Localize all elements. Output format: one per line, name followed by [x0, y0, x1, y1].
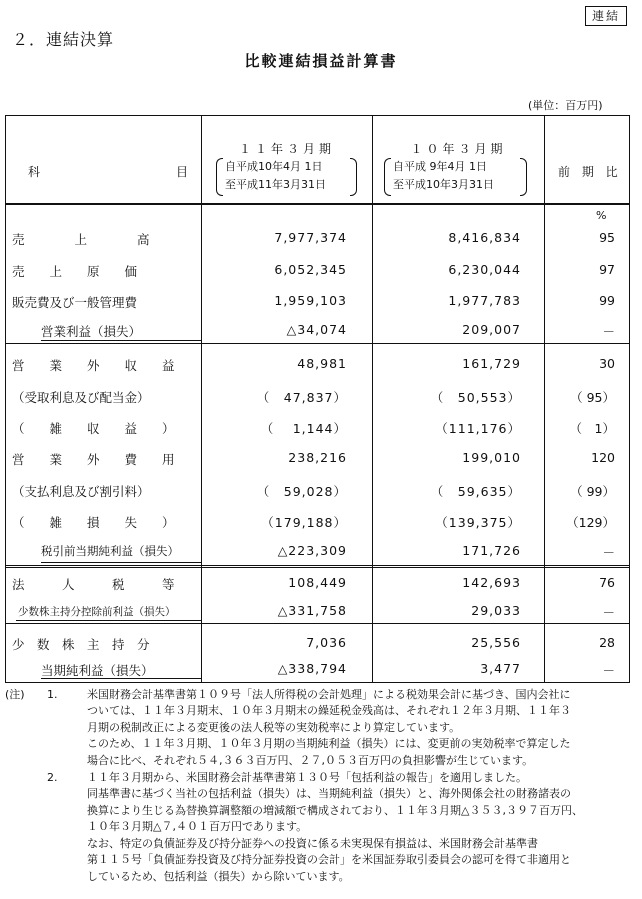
current-value: 7,977,374	[274, 230, 347, 245]
table-row	[6, 258, 631, 284]
consolidated-tag: 連結	[585, 6, 627, 26]
previous-value: 161,729	[462, 356, 521, 371]
ratio-value: （ 95）	[570, 390, 615, 405]
bracket-right	[350, 158, 357, 196]
row-label: 売 上 高	[12, 232, 150, 247]
bracket-left	[216, 158, 223, 196]
income-statement-table	[5, 115, 630, 683]
current-value: 48,981	[297, 356, 347, 371]
note-line: 換算により生じる為替換算調整額の増減額で構成されており、１１年３月期△３５３,３９７百万円、	[87, 804, 583, 817]
note-line: このため、１１年３月期、１０年３月期の当期純利益（損失）には、変更前の実効税率で算定した	[87, 737, 571, 750]
current-value: （ 59,028）	[256, 484, 347, 499]
ratio-value: （129）	[566, 515, 615, 530]
note-line: 月期の税制改正による変更後の法人税等の実効税率により算定しています。	[87, 721, 461, 734]
row-label: （ 雑 収 益 ）	[12, 421, 175, 436]
ratio-value: －	[602, 663, 615, 678]
table-row	[6, 415, 631, 441]
row-label: 当期純利益（損失）	[41, 663, 154, 678]
note-line: 場合に比べ、それぞれ５４,３６３百万円、２７,０５３百万円の負担影響が生じています。	[87, 754, 534, 767]
table-row	[6, 571, 631, 597]
table-row	[6, 446, 631, 472]
note-line: １１年３月期から、米国財務会計基準書第１３０号「包括利益の報告」を適用しました。	[87, 771, 527, 784]
current-value: △34,074	[286, 322, 347, 337]
previous-value: 3,477	[480, 661, 521, 676]
ratio-value: 95	[599, 230, 615, 245]
current-value: 1,959,103	[274, 293, 347, 308]
row-label: （ 雑 損 失 ）	[12, 515, 175, 530]
row-label: （支払利息及び割引料）	[12, 484, 150, 499]
table-row	[6, 352, 631, 378]
table-row	[6, 226, 631, 252]
ratio-value: 97	[599, 262, 615, 277]
ratio-value: 28	[599, 635, 615, 650]
ratio-value: －	[602, 324, 615, 339]
header-rule	[6, 203, 629, 205]
previous-value: 209,007	[462, 322, 521, 337]
period2-from: 自平成 9年4月 1日	[393, 160, 487, 173]
current-value: 238,216	[288, 450, 347, 465]
ratio-value: 76	[599, 575, 615, 590]
current-value: （ 1,144）	[260, 421, 347, 436]
note-line: ついては、１１年３月期末、１０年３月期末の繰延税金残高は、それぞれ１２年３月期、１１年３	[87, 704, 571, 717]
section-rule-double	[6, 565, 629, 568]
bracket-left	[384, 158, 391, 196]
notes-head: (注)	[5, 688, 25, 701]
header-item-right: 目	[176, 165, 189, 179]
ratio-value: （ 99）	[570, 484, 615, 499]
current-value: △338,794	[277, 661, 347, 676]
ratio-value: 30	[599, 356, 615, 371]
row-label: 少 数 株 主 持 分	[12, 637, 150, 652]
section-title: ２．連結決算	[12, 30, 115, 49]
document-title: 比較連結損益計算書	[244, 52, 398, 70]
row-label: 税引前当期純利益（損失）	[41, 544, 179, 558]
previous-value: 1,977,783	[448, 293, 521, 308]
current-value: （ 47,837）	[256, 390, 347, 405]
previous-value: （139,375）	[435, 515, 521, 530]
ratio-value: －	[602, 605, 615, 620]
previous-value: （111,176）	[435, 421, 521, 436]
previous-value: 142,693	[462, 575, 521, 590]
previous-value: 25,556	[471, 635, 521, 650]
table-row	[6, 318, 631, 344]
period1-from: 自平成10年4月 1日	[225, 160, 323, 173]
note-number: 1.	[47, 688, 58, 701]
current-value: △223,309	[277, 543, 347, 558]
ratio-value: （ 1）	[569, 421, 615, 436]
unit-label: (単位：百万円)	[528, 99, 603, 112]
previous-value: 8,416,834	[448, 230, 521, 245]
percent-label: %	[596, 209, 607, 222]
period2-to: 至平成10年3月31日	[393, 178, 494, 191]
current-value: 108,449	[288, 575, 347, 590]
table-row	[6, 478, 631, 504]
ratio-value: 120	[591, 450, 615, 465]
note-line: １０年３月期△７,４０１百万円であります。	[87, 820, 308, 833]
table-row	[6, 631, 631, 657]
previous-value: 171,726	[462, 543, 521, 558]
table-row	[6, 539, 631, 565]
current-value: （179,188）	[261, 515, 347, 530]
table-row	[6, 289, 631, 315]
ratio-value: －	[602, 545, 615, 560]
row-label: 営 業 外 費 用	[12, 452, 175, 467]
note-line: 第１１５号「負債証券投資及び持分証券投資の会計」を米国証券取引委員会の認可を得て非適用と	[87, 853, 571, 866]
table-row	[6, 509, 631, 535]
table-row	[6, 384, 631, 410]
note-line: なお、特定の負債証券及び持分証券への投資に係る未実現保有損益は、米国財務会計基準書	[87, 837, 538, 850]
note-line: 米国財務会計基準書第１０９号「法人所得税の会計処理」による税効果会計に基づき、国内会社に	[87, 688, 571, 701]
row-label: 売 上 原 価	[12, 264, 138, 279]
period2-title: １０年３月期	[410, 142, 507, 156]
period1-title: １１年３月期	[238, 142, 335, 156]
previous-value: 6,230,044	[448, 262, 521, 277]
row-label: 法 人 税 等	[12, 577, 175, 592]
current-value: 7,036	[306, 635, 347, 650]
previous-value: 199,010	[462, 450, 521, 465]
ratio-header: 前 期 比	[558, 165, 622, 179]
row-label: （受取利息及び配当金）	[12, 390, 150, 405]
note-number: 2.	[47, 771, 58, 784]
table-row	[6, 657, 631, 683]
period1-range	[225, 158, 326, 194]
row-label: 販売費及び一般管理費	[12, 295, 138, 310]
table-row	[6, 599, 631, 625]
period1-to: 至平成11年3月31日	[225, 178, 326, 191]
note-line: しているため、包括利益（損失）から除いています。	[87, 870, 350, 883]
header-item-left: 科	[28, 165, 41, 179]
bracket-right	[520, 158, 527, 196]
row-label: 営業利益（損失）	[41, 324, 142, 339]
period2-range	[393, 158, 494, 194]
previous-value: （ 50,553）	[430, 390, 521, 405]
row-label: 営 業 外 収 益	[12, 358, 175, 373]
previous-value: （ 59,635）	[430, 484, 521, 499]
current-value: △331,758	[277, 603, 347, 618]
note-line: 同基準書に基づく当社の包括利益（損失）は、当期純利益（損失）と、海外関係会社の財務諸表の	[87, 787, 571, 800]
row-label: 少数株主持分控除前利益（損失）	[18, 606, 176, 618]
previous-value: 29,033	[471, 603, 521, 618]
current-value: 6,052,345	[274, 262, 347, 277]
ratio-value: 99	[599, 293, 615, 308]
